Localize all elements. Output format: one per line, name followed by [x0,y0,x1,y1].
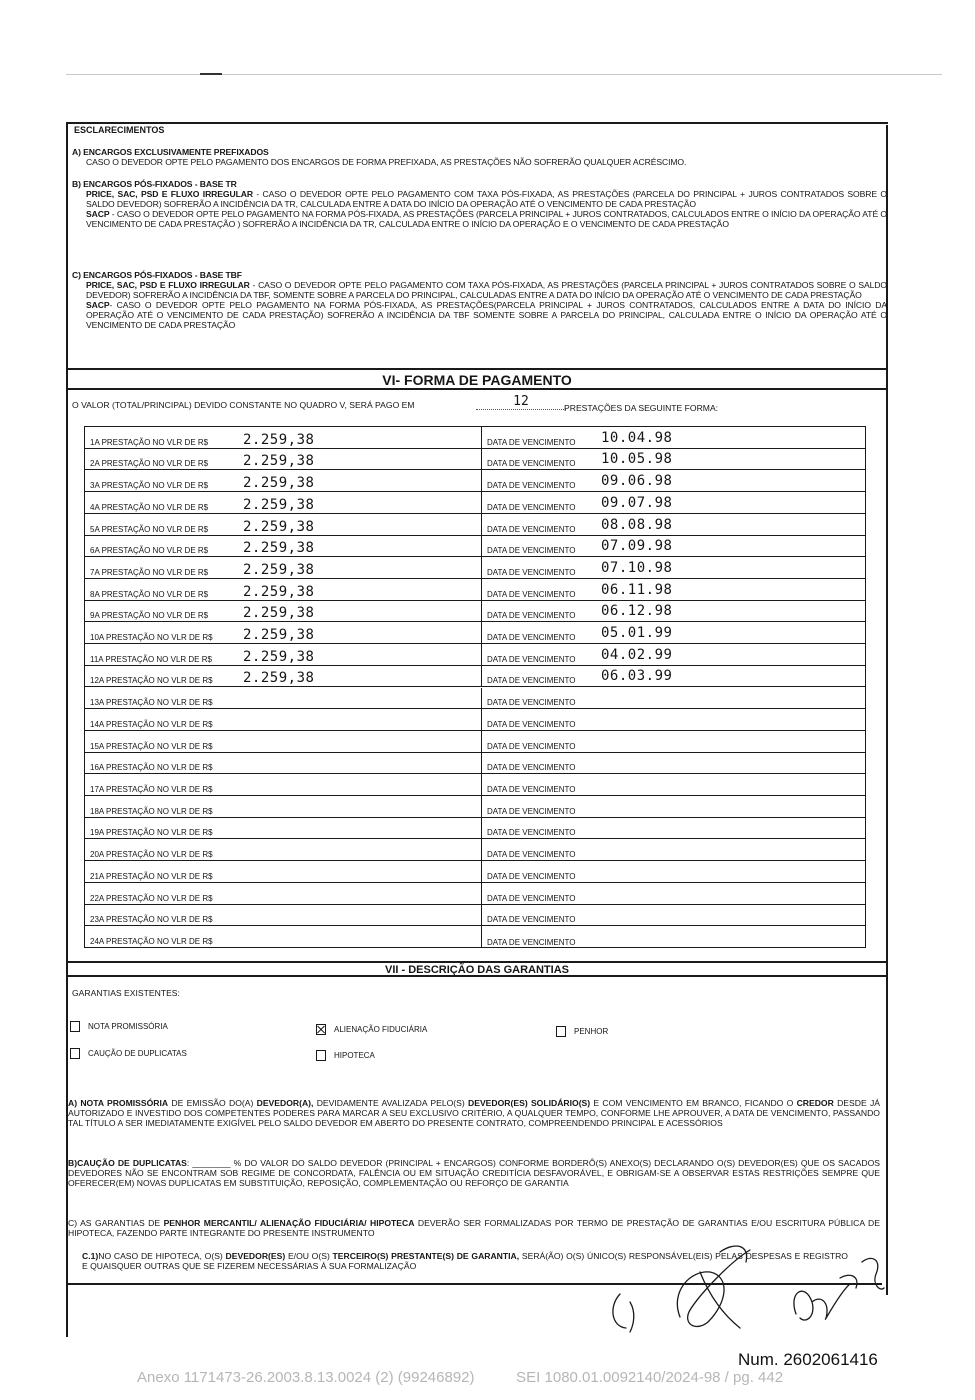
payment-left-cell [85,861,482,883]
clause-a-t2: DEVIDAMENTE AVALIZADA PELO(S) [313,1098,468,1108]
payment-row [85,883,865,905]
due-date-value: 08.08.98 [601,516,673,533]
section-c-title: C) ENCARGOS PÓS-FIXADOS - BASE TBF [72,270,242,280]
section-b [72,179,887,229]
installment-value: 2.259,38 [243,540,315,557]
clause-c1-t1: NO CASO DE HIPOTECA, O(S) [98,1251,226,1261]
due-date-value: 07.09.98 [601,538,673,555]
payment-left-cell [85,839,482,861]
section-c2-text: - CASO O DEVEDOR OPTE PELO PAGAMENTO NA FORMA PÓS-FIXADA, AS PRESTAÇÕES(PARCELA PRINCIPAL + JUROS CONTRATADOS, CALCULADOS ENTRE A DATA DO INÍCIO DA OPERAÇÃO ATÉ O VENCIMENTO DE CADA PRESTAÇÃO) SOFRERÃO A INCIDÊNCIA DA TBF SOMENTE SOBRE A PARCELA DO PRINCIPAL, CALCULADA ENTRE O INÍCIO DA OPERAÇÃO ATÉ O VENCIMENTO DE CADA PRESTAÇÃO [86,300,887,330]
due-date-label: DATA DE VENCIMENTO [487,937,576,947]
checkbox-penhor[interactable] [556,1026,608,1037]
installment-label: 5A PRESTAÇÃO NO VLR DE R$ [90,524,209,534]
garantias-title: VII - DESCRIÇÃO DAS GARANTIAS [66,961,888,977]
payment-row [85,774,865,796]
checkbox-nota-promissoria[interactable] [70,1021,168,1032]
due-date-label: DATA DE VENCIMENTO [487,698,576,708]
due-date-value: 09.07.98 [601,494,673,511]
installment-value: 2.259,38 [243,431,315,448]
installment-value: 2.259,38 [243,475,315,492]
due-date-label: DATA DE VENCIMENTO [487,915,576,925]
due-date-label: DATA DE VENCIMENTO [487,850,576,860]
payment-left-cell [85,688,482,710]
installment-label: 7A PRESTAÇÃO NO VLR DE R$ [90,567,209,577]
payment-left-cell [85,883,482,905]
due-date-value: 06.03.99 [601,668,673,685]
payment-row [85,427,865,449]
clause-a-lead: A) NOTA PROMISSÓRIA [68,1098,169,1108]
clause-a-t1: DE EMISSÃO DO(A) [168,1098,257,1108]
payment-left-cell [85,557,482,579]
section-b2-text: - CASO O DEVEDOR OPTE PELO PAGAMENTO NA FORMA PÓS-FIXADA, AS PRESTAÇÕES (PARCELA PRINCIPAL + JUROS CONTRATADOS, CALCULADOS ENTRE O INÍCIO DA OPERAÇÃO ATÉ O VENCIMENTO DE CADA PRESTAÇÃO ) SOFRERÃO A INCIDÊNCIA DA TR, CALCULADA ENTRE O INÍCIO DA OPERAÇÃO E O VENCIMENTO DE CADA PRESTAÇÃO [86,209,887,229]
installment-value: 2.259,38 [243,670,315,687]
section-b1-text: - CASO O DEVEDOR OPTE PELO PAGAMENTO COM TAXA PÓS-FIXADA, AS PRESTAÇÕES (PARCELA DO PRINCIPAL + JUROS CONTRATADOS SOBRE O SALDO DEVEDOR) SOFRERÃO A INCIDÊNCIA DA TR, CALCULADA ENTRE A DATA DO INÍCIO DA OPERAÇÃO ATÉ O VENCIMENTO DE CADA PRESTAÇÃO [86,189,887,209]
section-b-title: B) ENCARGOS PÓS-FIXADOS - BASE TR [72,179,237,189]
section-b2-lead: SACP [86,209,110,219]
due-date-label: DATA DE VENCIMENTO [487,741,576,751]
due-date-label: DATA DE VENCIMENTO [487,546,576,556]
payment-row [85,601,865,623]
due-date-value: 06.11.98 [601,581,673,598]
section-c1-lead: PRICE, SAC, PSD E FLUXO IRREGULAR [86,280,250,290]
payment-row [85,536,865,558]
checkbox-box[interactable] [316,1050,326,1061]
payment-left-cell [85,753,482,775]
payment-row [85,926,865,948]
payment-row [85,557,865,579]
due-date-label: DATA DE VENCIMENTO [487,785,576,795]
installment-label: 20A PRESTAÇÃO NO VLR DE R$ [90,850,213,860]
clause-a-b1: DEVEDOR(A), [256,1098,314,1108]
installment-label: 21A PRESTAÇÃO NO VLR DE R$ [90,871,213,881]
installment-label: 10A PRESTAÇÃO NO VLR DE R$ [90,633,213,643]
installment-value: 2.259,38 [243,605,315,622]
payment-left-cell [85,536,482,558]
payment-row [85,492,865,514]
checkbox-box-checked[interactable] [316,1024,326,1035]
section-c1 [72,280,887,300]
installment-label: 24A PRESTAÇÃO NO VLR DE R$ [90,936,213,946]
payment-row [85,688,865,710]
installment-label: 15A PRESTAÇÃO NO VLR DE R$ [90,741,213,751]
section-a-title: A) ENCARGOS EXCLUSIVAMENTE PREFIXADOS [72,147,269,157]
clause-c1-lead: C.1) [82,1251,99,1261]
installment-value: 2.259,38 [243,518,315,535]
payment-row [85,622,865,644]
due-date-value: 06.12.98 [601,603,673,620]
payment-row [85,861,865,883]
section-a-text: CASO O DEVEDOR OPTE PELO PAGAMENTO DOS ENCARGOS DE FORMA PREFIXADA, AS PRESTAÇÕES NÃO SOFRERÃO QUALQUER ACRÉSCIMO. [86,157,687,167]
section-a [72,147,887,167]
clause-a-b2: DEVEDOR(ES) SOLIDÁRIO(S) [468,1098,591,1108]
due-date-label: DATA DE VENCIMENTO [487,828,576,838]
payment-left-cell [85,774,482,796]
pagamento-title: VI- FORMA DE PAGAMENTO [66,368,888,390]
installment-label: 9A PRESTAÇÃO NO VLR DE R$ [90,611,209,621]
section-b1-lead: PRICE, SAC, PSD E FLUXO IRREGULAR [86,189,253,199]
clause-c1-b2: TERCEIRO(S) PRESTANTE(S) DE GARANTIA, [332,1251,520,1261]
checkbox-label: NOTA PROMISSÓRIA [88,1022,168,1031]
document-number: Num. 2602061416 [738,1350,878,1369]
clause-a-t4: DESDE JÁ AUTORIZADO E INVESTIDO DOS COMPETENTES PODERES PARA MARCAR A SEU EXCLUSIVO CRITÉRIO, A QUALQUER TEMPO, CONFORME LHE APROUVER, A DATA DE VENCIMENTO, PASSANDO TAL TÍTULO A SER IMEDIATAMENTE EXIGÍVEL PELO SALDO DEVEDOR EM ABERTO DO PRESENTE CONTRATO, COMPREENDENDO PRINCIPAL E ACESSÓRIOS [68,1098,880,1128]
payment-row [85,753,865,775]
due-date-label: DATA DE VENCIMENTO [487,589,576,599]
payment-left-cell [85,514,482,536]
payment-row [85,709,865,731]
installment-label: 13A PRESTAÇÃO NO VLR DE R$ [90,698,213,708]
payment-left-cell [85,905,482,927]
due-date-label: DATA DE VENCIMENTO [487,524,576,534]
due-date-label: DATA DE VENCIMENTO [487,719,576,729]
checkbox-label: CAUÇÃO DE DUPLICATAS [88,1049,187,1058]
payment-left-cell [85,709,482,731]
installment-label: 14A PRESTAÇÃO NO VLR DE R$ [90,719,213,729]
clause-b-text: : ________ % DO VALOR DO SALDO DEVEDOR (PRINCIPAL + ENCARGOS) CONFORME BORDERÔ(S) ANEXO(S) DECLARANDO O(S) DEVEDOR(ES) QUE OS SACADOS DEVEDORES NÃO SE ENCONTRAM SOB REGIME DE CONCORDATA, FALÊNCIA OU EM SITUAÇÃO CREDITÍCIA DESFAVORÁVEL, E OBRIGAM-SE A OBSERVAR ESTAS RESTRIÇÕES SEMPRE QUE OFERECER(EM) NOVAS DUPLICATAS EM SUBSTITUIÇÃO, REPOSIÇÃO, COMPLEMENTAÇÃO OU REFORÇO DE GARANTIA [68,1158,880,1188]
installment-label: 17A PRESTAÇÃO NO VLR DE R$ [90,785,213,795]
pagamento-intro [72,394,882,413]
section-c2 [72,300,887,330]
due-date-label: DATA DE VENCIMENTO [487,654,576,664]
payment-left-cell [85,427,482,449]
installment-value: 2.259,38 [243,627,315,644]
checkbox-label: ALIENAÇÃO FIDUCIÁRIA [334,1025,428,1034]
section-c [72,270,887,330]
payment-left-cell [85,492,482,514]
installment-value: 2.259,38 [243,583,315,600]
section-b1 [72,189,887,209]
installment-label: 6A PRESTAÇÃO NO VLR DE R$ [90,546,209,556]
installment-value: 2.259,38 [243,648,315,665]
payment-row [85,666,865,688]
clause-a-b3: CREDOR [796,1098,834,1108]
due-date-label: DATA DE VENCIMENTO [487,763,576,773]
payment-row [85,514,865,536]
clause-c1-b1: DEVEDOR(ES) [225,1251,286,1261]
due-date-label: DATA DE VENCIMENTO [487,893,576,903]
scan-mark [200,73,222,75]
due-date-label: DATA DE VENCIMENTO [487,611,576,621]
due-date-label: DATA DE VENCIMENTO [487,871,576,881]
checkbox-box[interactable] [556,1026,566,1037]
installment-label: 8A PRESTAÇÃO NO VLR DE R$ [90,589,209,599]
payment-left-cell [85,470,482,492]
checkbox-box[interactable] [70,1021,80,1032]
payment-left-cell [85,622,482,644]
payment-left-cell [85,666,482,688]
installment-label: 18A PRESTAÇÃO NO VLR DE R$ [90,806,213,816]
payment-row [85,579,865,601]
due-date-value: 09.06.98 [601,473,673,490]
due-date-value: 05.01.99 [601,625,673,642]
clause-c-t1: C) AS GARANTIAS DE [68,1218,164,1228]
payment-row [85,796,865,818]
checkbox-label: HIPOTECA [334,1051,375,1060]
payment-left-cell [85,601,482,623]
pagamento-intro-text: O VALOR (TOTAL/PRINCIPAL) DEVIDO CONSTANTE NO QUADRO V, SERÁ PAGO EM [72,400,415,410]
section-b2 [72,209,887,229]
clause-a-t3: E COM VENCIMENTO EM BRANCO, FICANDO O [590,1098,797,1108]
payment-row [85,818,865,840]
due-date-value: 10.04.98 [601,429,673,446]
num-prestacoes: 12 [476,394,566,410]
clause-b-lead: B)CAUÇÃO DE DUPLICATAS [68,1158,187,1168]
payment-left-cell [85,731,482,753]
clause-c1-t3: SERÁ(ÃO) O(S) ÚNICO(S) RESPONSÁVEL(EIS) PELAS DESPESAS E REGISTRO E QUAISQUER OUTRAS QUE SE FIZEREM NECESSÁRIAS À SUA FORMALIZAÇÃO [82,1251,848,1271]
installment-label: 1A PRESTAÇÃO NO VLR DE R$ [90,437,209,447]
due-date-label: DATA DE VENCIMENTO [487,676,576,686]
clause-c1-t2: E/OU O(S) [285,1251,333,1261]
payment-row [85,470,865,492]
pagamento-intro-tail: PRESTAÇÕES DA SEGUINTE FORMA: [564,403,719,413]
due-date-label: DATA DE VENCIMENTO [487,806,576,816]
due-date-value: 04.02.99 [601,646,673,663]
section-c2-lead: SACP [86,300,110,310]
installment-label: 12A PRESTAÇÃO NO VLR DE R$ [90,676,213,686]
due-date-label: DATA DE VENCIMENTO [487,502,576,512]
installment-label: 16A PRESTAÇÃO NO VLR DE R$ [90,763,213,773]
installment-label: 11A PRESTAÇÃO NO VLR DE R$ [90,654,212,664]
payment-row [85,644,865,666]
payment-row [85,449,865,471]
due-date-label: DATA DE VENCIMENTO [487,567,576,577]
payment-row [85,905,865,927]
payment-row [85,839,865,861]
garantias-existentes-label: GARANTIAS EXISTENTES: [72,988,180,998]
installment-value: 2.259,38 [243,496,315,513]
esclarecimentos-title: ESCLARECIMENTOS [66,122,888,135]
due-date-label: DATA DE VENCIMENTO [487,481,576,491]
payment-left-cell [85,926,482,948]
frame-left-border [66,122,68,1337]
installment-label: 4A PRESTAÇÃO NO VLR DE R$ [90,502,209,512]
checkbox-label: PENHOR [574,1027,609,1036]
due-date-value: 07.10.98 [601,559,673,576]
clause-c-b1: PENHOR MERCANTIL/ ALIENAÇÃO FIDUCIÁRIA/ HIPOTECA [163,1218,415,1228]
installment-label: 22A PRESTAÇÃO NO VLR DE R$ [90,893,213,903]
payment-row [85,731,865,753]
due-date-label: DATA DE VENCIMENTO [487,437,576,447]
payment-left-cell [85,579,482,601]
payment-left-cell [85,796,482,818]
handwritten-signatures [600,1232,890,1342]
due-date-label: DATA DE VENCIMENTO [487,459,576,469]
installment-label: 2A PRESTAÇÃO NO VLR DE R$ [90,459,209,469]
clause-b [68,1158,880,1188]
due-date-label: DATA DE VENCIMENTO [487,633,576,643]
checkbox-box[interactable] [70,1048,80,1059]
checkbox-hipoteca[interactable] [316,1050,375,1061]
installment-value: 2.259,38 [243,561,315,578]
checkbox-caucao-duplicatas[interactable] [70,1048,187,1059]
payment-left-cell [85,818,482,840]
section-c1-text: - CASO O DEVEDOR OPTE PELO PAGAMENTO COM TAXA PÓS-FIXADA, AS PRESTAÇÕES (PARCELA PRINCIPAL + JUROS CONTRATADOS SOBRE O SALDO DEVEDOR) SOFRERÃO A INCIDÊNCIA DA TBF, SOMENTE SOBRE A PARCELA DO PRINCIPAL, CALCULADAS ENTRE A DATA DO INÍCIO DA OPERAÇÃO ATÉ O VENCIMENTO DE CADA PRESTAÇÃO [86,280,887,300]
installment-label: 19A PRESTAÇÃO NO VLR DE R$ [90,828,213,838]
installment-value: 2.259,38 [243,453,315,470]
clause-c-t2: DEVERÃO SER FORMALIZADAS POR TERMO DE PRESTAÇÃO DE GARANTIAS E/OU ESCRITURA PÚBLICA DE HIPOTECA, FAZENDO PARTE INTEGRANTE DO PRESENTE INSTRUMENTO [68,1218,880,1238]
checkbox-alienacao-fiduciaria[interactable] [316,1024,427,1035]
payment-left-cell [85,644,482,666]
due-date-value: 10.05.98 [601,451,673,468]
payment-table [84,426,866,948]
installment-label: 23A PRESTAÇÃO NO VLR DE R$ [90,915,213,925]
annex-watermark: Anexo 1171473-26.2003.8.13.0024 (2) (99246892) SEI 1080.01.0092140/2024-98 / pg. 442 [137,1369,784,1386]
clause-a [68,1098,880,1128]
payment-left-cell [85,449,482,471]
installment-label: 3A PRESTAÇÃO NO VLR DE R$ [90,481,209,491]
